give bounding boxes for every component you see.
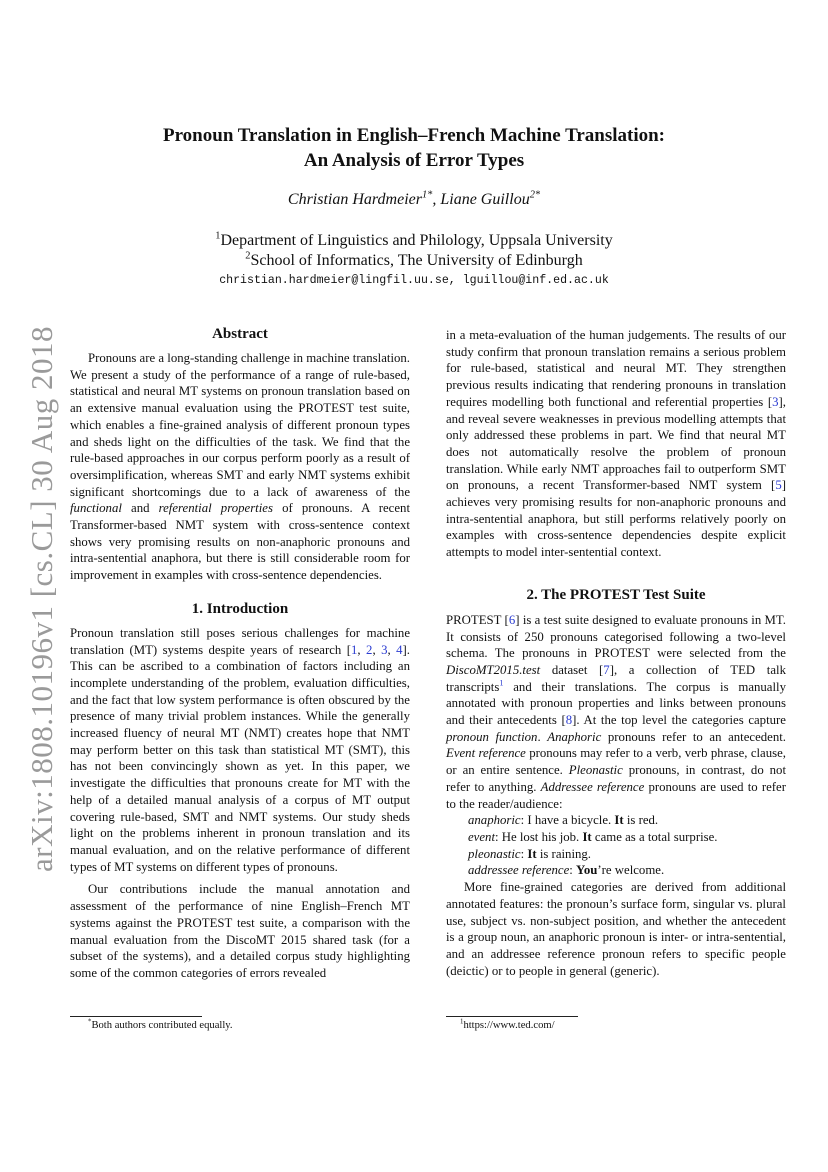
affiliation-1-text: Department of Linguistics and Philology, Uppsala University xyxy=(220,232,613,249)
footnote-rule-left xyxy=(70,1016,202,1017)
title-line-1: Pronoun Translation in English–French Machine Translation: xyxy=(162,125,665,146)
left-column xyxy=(70,324,410,982)
title-line-2: An Analysis of Error Types xyxy=(303,150,525,171)
affiliation-1-mark: 1 xyxy=(215,230,221,242)
protest-paragraph-1: PROTEST [6] is a test suite designed to evaluate pronouns in MT. It consists of 250 pronouns categorised following a two-level schema. The pronouns in PROTEST were selected from the DiscoMT2015.test dataset [7], a collection of TED talk transcripts$^1$ and their translations. The corpus is manually annotated with pronoun properties and links between pronouns and their antecedents [8]. At the top level the categories capture pronoun function. Anaphoric pronouns refer to an antecedent. Event reference pronouns may refer to a verb, verb phrase, clause, or an entire sentence. Pleonastic pronouns, in contrast, do not refer to anything. Addressee reference pronouns are used to refer to the reader/audience: xyxy=(446,612,786,811)
author-2-name: Liane Guillou xyxy=(440,191,530,208)
intro-paragraph-2: Our contributions include the manual annotation and assessment of the performance of nine English–French MT systems against the PROTEST test suite, a comparison with the manual evaluation from the DiscoMT 2015 shared task (for a subset of the systems), and a detailed corpus study highlighting some of the common categories of errors revealed xyxy=(70,882,410,980)
arxiv-identifier: arXiv:1808.10196v1 [cs.CL] 30 Aug 2018 xyxy=(24,326,59,872)
footnote-left-text: Both authors contributed equally. xyxy=(91,1020,233,1031)
footnote-rule-right xyxy=(446,1016,578,1017)
citation-3[interactable]: 3 xyxy=(381,642,388,657)
abstract-text: Pronouns are a long-standing challenge in machine translation. We present a study of the performance of a range of rule-based, statistical and neural MT systems on pronoun translation based on an extensive manual evaluation using the PROTEST test suite, which enables a fine-grained analysis of different pronoun types and sheds light on the difficulties of the task. We find that the rule-based approaches in our corpus perform poorly as a result of oversimplification, whereas SMT and early NMT systems exhibit significant shortcomings due to a lack of awareness of the functional and referential properties of pronouns. A recent Transformer-based NMT system with cross-sentence context shows very promising results on non-anaphoric pronouns and intra-sentential anaphora, but there is still considerable room for improvement in examples with cross-sentence dependencies. xyxy=(70,351,410,583)
affiliations xyxy=(0,231,828,271)
author-1-name: Christian Hardmeier xyxy=(287,191,422,208)
citation-8[interactable]: 8 xyxy=(565,713,573,728)
affiliation-2-text: School of Informatics, The University of Edinburgh xyxy=(250,252,583,269)
paper-title xyxy=(0,123,828,173)
affiliation-2-mark: 2 xyxy=(245,250,251,262)
intro-continuation: in a meta-evaluation of the human judgements. The results of our study confirm that pronoun translation remains a serious problem for rule-based, statistical and neural MT. They strengthen previous results indicating that rendering pronouns in translation requires modelling both functional and referential properties [3], and reveal severe weaknesses in previous modelling attempts that only addressed these problems in part. We find that neural MT does not automatically resolve the problem of pronoun translation. While early NMT approaches fail to outperform SMT on pronouns, a recent Transformer-based NMT system [5] achieves very promising results for non-anaphoric pronouns and intra-sentential anaphora, but still performs relatively poorly on examples with cross-sentence dependencies despite explicit attempts to model inter-sentential context. xyxy=(446,328,786,560)
footnote-left-mark: * xyxy=(88,1018,92,1026)
protest-paragraph-2: More fine-grained categories are derived from additional annotated features: the pronoun’s surface form, singular vs. plural use, subject vs. non-subject position, and whether the antecedent is a group noun, an anaphoric pronoun is inter- or intra-sentential, and an addressee reference pronoun refers to specific people (deictic) or to people in general (generic). xyxy=(446,880,786,978)
author-1-affil-mark: 1* xyxy=(421,189,433,201)
citation-1[interactable]: 1 xyxy=(351,642,358,657)
section-1-heading: 1. Introduction xyxy=(191,600,289,617)
intro-paragraph-1: Pronoun translation still poses serious challenges for machine translation (MT) systems despite years of research [1, 2, 3, 4]. This can be ascribed to a combination of factors including an incomplete understanding of the problem, evaluation difficulties, and the fact that low system performance is often obscured by the presence of many trivial problem instances. While the generally increased fluency of neural MT (NMT) creates hope that NMT may perform better on this task than statistical MT (SMT), this has not been convincingly shown as yet. In this paper, we investigate the difficulties that pronouns create for MT with the help of a detailed manual analysis of a corpus of MT output covering rule-based, SMT and NMT systems. Our study sheds light on the problems inherent in pronoun translation and its manual evaluation, and on the relative performance of different types of MT systems on different types of pronouns. xyxy=(70,625,410,874)
example-pleonastic: pleonastic: It is raining. xyxy=(468,846,592,861)
arxiv-sidebar-stamp xyxy=(20,323,64,875)
example-anaphoric: anaphoric: I have a bicycle. It is red. xyxy=(468,813,659,828)
footnote-right-url[interactable]: https://www.ted.com/ xyxy=(463,1020,555,1031)
citation-7[interactable]: 7 xyxy=(603,662,610,677)
citation-2[interactable]: 2 xyxy=(366,642,373,657)
footnote-ref-1[interactable]: 1 xyxy=(499,678,504,688)
citation-4[interactable]: 4 xyxy=(396,642,403,657)
footnote-left xyxy=(88,1020,233,1031)
example-event: event: He lost his job. It came as a total surprise. xyxy=(468,829,718,844)
author-list: Christian Hardmeier$^{1*}$, Liane Guillou$^{2*}$ xyxy=(287,189,541,208)
footnote-right xyxy=(460,1020,555,1031)
citation-3-right[interactable]: 3 xyxy=(772,394,779,409)
affiliation-2 xyxy=(0,251,828,271)
author-emails: christian.hardmeier@lingfil.uu.se, lguillou@inf.ed.ac.uk xyxy=(219,274,609,287)
affiliation-1 xyxy=(0,231,828,251)
footnote-right-mark: 1 xyxy=(460,1018,464,1026)
author-2-affil-mark: 2* xyxy=(529,189,541,201)
right-column xyxy=(446,327,786,979)
example-addressee-reference: addressee reference: You’re welcome. xyxy=(468,863,665,878)
abstract-heading: Abstract xyxy=(212,326,268,342)
citation-5[interactable]: 5 xyxy=(775,478,782,493)
citation-6[interactable]: 6 xyxy=(508,612,516,627)
section-2-heading: 2. The PROTEST Test Suite xyxy=(526,586,706,603)
